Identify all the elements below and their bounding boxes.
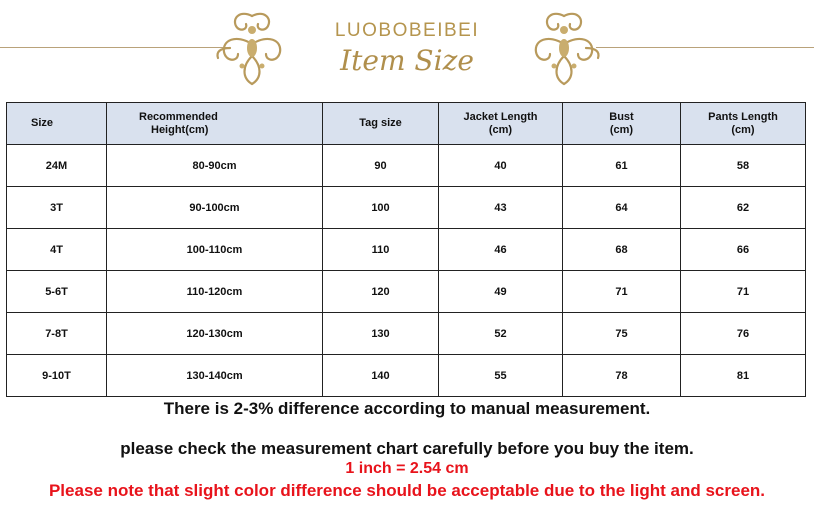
measurement-difference-note: There is 2-3% difference according to manual measurement.	[163, 399, 651, 418]
cell-height: 110-120cm	[107, 271, 323, 313]
table-row	[7, 271, 806, 313]
cell-pants-length: 81	[681, 355, 806, 397]
brand-name: LUOBOBEIBEI	[334, 20, 480, 41]
cell-tag-size: 90	[323, 145, 439, 187]
header-banner	[0, 0, 814, 96]
cell-bust: 61	[563, 145, 681, 187]
color-difference-note: Please note that slight color difference should be acceptable due to the light and screen.	[48, 481, 766, 500]
cell-size: 7-8T	[7, 313, 107, 355]
header-recommended-height: Recommended Height(cm)	[107, 103, 323, 145]
cell-size: 5-6T	[7, 271, 107, 313]
header-pants-length: Pants Length (cm)	[681, 103, 806, 145]
cell-jacket-length: 43	[439, 187, 563, 229]
check-chart-note: please check the measurement chart carefully before you buy the item.	[120, 439, 694, 458]
table-header-row	[7, 103, 806, 145]
header-size: Size	[7, 103, 107, 145]
cell-bust: 71	[563, 271, 681, 313]
cell-tag-size: 130	[323, 313, 439, 355]
cell-pants-length: 58	[681, 145, 806, 187]
cell-height: 120-130cm	[107, 313, 323, 355]
cell-height: 80-90cm	[107, 145, 323, 187]
cell-height: 90-100cm	[107, 187, 323, 229]
cell-size: 24M	[7, 145, 107, 187]
cell-size: 4T	[7, 229, 107, 271]
cell-jacket-length: 52	[439, 313, 563, 355]
cell-tag-size: 100	[323, 187, 439, 229]
cell-bust: 64	[563, 187, 681, 229]
cell-pants-length: 62	[681, 187, 806, 229]
size-chart-table	[6, 102, 806, 397]
header-bust: Bust (cm)	[563, 103, 681, 145]
cell-tag-size: 120	[323, 271, 439, 313]
cell-jacket-length: 46	[439, 229, 563, 271]
cell-tag-size: 140	[323, 355, 439, 397]
cell-height: 130-140cm	[107, 355, 323, 397]
cell-jacket-length: 55	[439, 355, 563, 397]
table-row	[7, 355, 806, 397]
cell-bust: 68	[563, 229, 681, 271]
inch-conversion-note: 1 inch = 2.54 cm	[345, 460, 469, 477]
cell-height: 100-110cm	[107, 229, 323, 271]
cell-size: 3T	[7, 187, 107, 229]
cell-pants-length: 71	[681, 271, 806, 313]
table-row	[7, 187, 806, 229]
cell-bust: 78	[563, 355, 681, 397]
page-title: Item Size	[340, 44, 474, 77]
header-tag-size: Tag size	[323, 103, 439, 145]
cell-size: 9-10T	[7, 355, 107, 397]
table-row	[7, 145, 806, 187]
table-row	[7, 313, 806, 355]
cell-bust: 75	[563, 313, 681, 355]
cell-jacket-length: 40	[439, 145, 563, 187]
header-jacket-length: Jacket Length (cm)	[439, 103, 563, 145]
cell-jacket-length: 49	[439, 271, 563, 313]
table-row	[7, 229, 806, 271]
cell-pants-length: 66	[681, 229, 806, 271]
cell-tag-size: 110	[323, 229, 439, 271]
cell-pants-length: 76	[681, 313, 806, 355]
